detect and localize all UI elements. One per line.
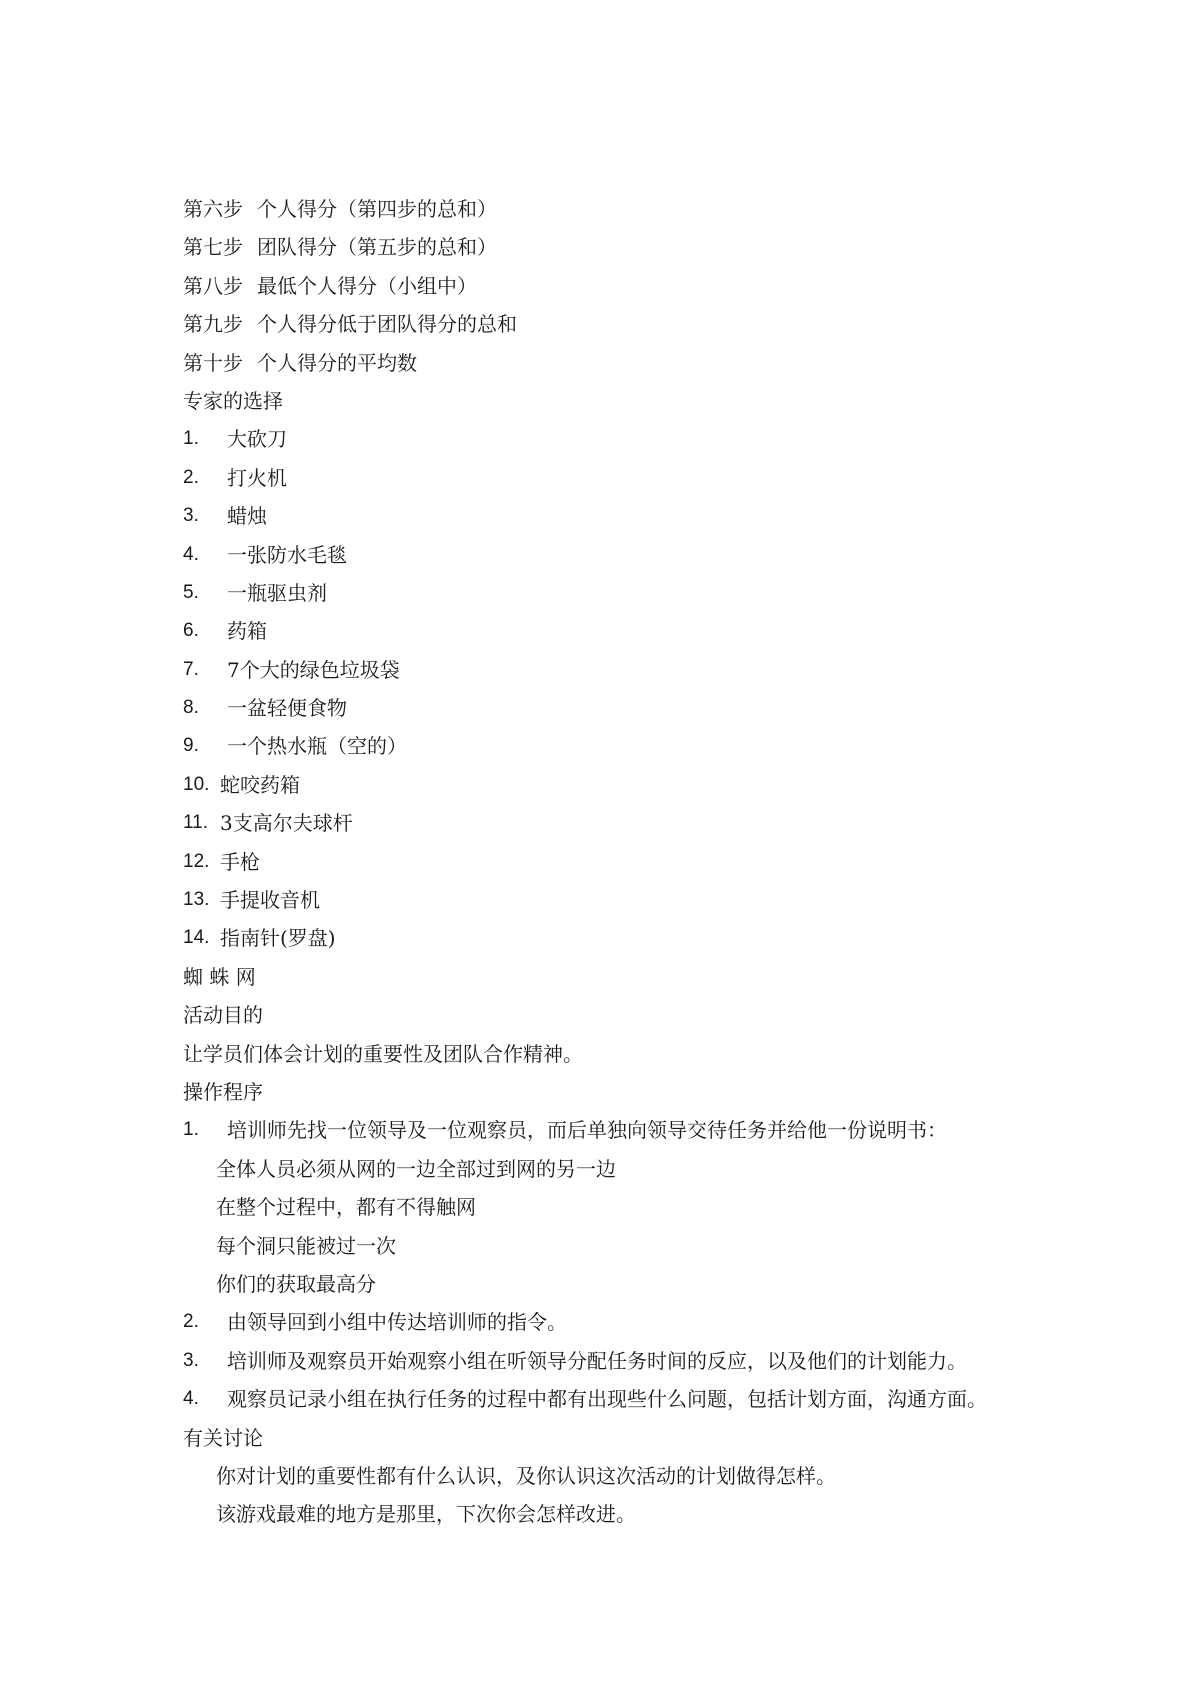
step-line (183, 228, 1083, 266)
purpose-heading: 活动目的 (183, 1003, 263, 1028)
expert-item (183, 420, 1083, 458)
procedure-step (183, 1380, 1083, 1418)
item-text: 打火机 (227, 465, 287, 490)
step-number: 2. (183, 1311, 199, 1333)
procedure-detail: 你们的获取最高分 (216, 1271, 376, 1296)
step-text: 培训师及观察员开始观察小组在听领导分配任务时间的反应，以及他们的计划能力。 (227, 1348, 967, 1373)
item-text: 蛇咬药箱 (220, 772, 300, 797)
item-number: 7. (183, 658, 199, 680)
step-label: 第六步 (183, 197, 243, 221)
step-line (183, 344, 1083, 382)
step-label: 第七步 (183, 235, 243, 260)
item-number: 4. (183, 543, 199, 565)
procedure-detail: 在整个过程中，都有不得触网 (216, 1195, 476, 1220)
expert-item (183, 651, 1083, 689)
expert-item (183, 881, 1083, 919)
item-text: 大砍刀 (227, 427, 287, 452)
item-text: 一个热水瓶（空的） (227, 734, 407, 759)
item-number: 3. (183, 505, 199, 527)
procedure-detail: 全体人员必须从网的一边全部过到网的另一边 (216, 1156, 616, 1181)
item-text: 指南针(罗盘) (220, 926, 336, 951)
item-text: 蜡烛 (227, 504, 267, 529)
step-number: 1. (183, 1119, 199, 1141)
discussion-question: 该游戏最难的地方是那里，下次你会怎样改进。 (216, 1502, 636, 1527)
expert-item (183, 766, 1083, 804)
expert-item (183, 574, 1083, 612)
item-number: 9. (183, 735, 199, 757)
item-text: 药箱 (227, 619, 267, 644)
item-text: 一张防水毛毯 (227, 542, 347, 567)
expert-item (183, 497, 1083, 535)
item-text: 一盆轻便食物 (227, 696, 347, 721)
discussion-heading: 有关讨论 (183, 1425, 263, 1450)
expert-item (183, 536, 1083, 574)
item-number: 8. (183, 697, 199, 719)
step-text: 个人得分低于团队得分的总和 (257, 312, 517, 337)
game-title: 蜘 蛛 网 (183, 964, 256, 989)
step-text: 个人得分（第四步的总和） (257, 197, 497, 221)
item-number: 5. (183, 581, 199, 603)
item-number: 6. (183, 620, 199, 642)
procedure-step (183, 1342, 1083, 1380)
document-body (183, 190, 1083, 1534)
discussion-question: 你对计划的重要性都有什么认识，及你认识这次活动的计划做得怎样。 (216, 1463, 836, 1488)
item-text: 手提收音机 (220, 888, 320, 913)
item-text: 7个大的绿色垃圾袋 (227, 657, 400, 682)
item-number: 10. (183, 773, 210, 795)
expert-item (183, 919, 1083, 957)
item-number: 14. (183, 927, 210, 949)
step-number: 3. (183, 1349, 199, 1371)
step-line (183, 305, 1083, 343)
step-label: 第九步 (183, 312, 243, 337)
procedure-step (183, 1111, 1083, 1149)
step-text: 观察员记录小组在执行任务的过程中都有出现些什么问题，包括计划方面，沟通方面。 (227, 1387, 987, 1412)
item-text: 一瓶驱虫剂 (227, 580, 327, 605)
expert-item (183, 843, 1083, 881)
step-number: 4. (183, 1388, 199, 1410)
expert-item (183, 612, 1083, 650)
expert-item (183, 459, 1083, 497)
step-label: 第十步 (183, 350, 243, 375)
expert-item (183, 804, 1083, 842)
step-label: 第八步 (183, 273, 243, 298)
item-number: 1. (183, 428, 199, 450)
item-number: 2. (183, 466, 199, 488)
purpose-text: 让学员们体会计划的重要性及团队合作精神。 (183, 1041, 583, 1066)
item-number: 11. (183, 812, 209, 834)
step-text: 培训师先找一位领导及一位观察员，而后单独向领导交待任务并给他一份说明书： (227, 1118, 947, 1143)
expert-item (183, 689, 1083, 727)
item-text: 3支高尔夫球杆 (220, 811, 353, 836)
expert-item (183, 727, 1083, 765)
step-line (183, 267, 1083, 305)
item-number: 12. (183, 850, 210, 872)
step-text: 由领导回到小组中传达培训师的指令。 (227, 1310, 567, 1335)
item-number: 13. (183, 889, 210, 911)
procedure-step (183, 1303, 1083, 1341)
step-text: 最低个人得分（小组中） (257, 273, 477, 298)
step-line (183, 190, 1083, 228)
step-text: 团队得分（第五步的总和） (257, 235, 497, 260)
procedure-detail: 每个洞只能被过一次 (216, 1233, 396, 1258)
expert-heading: 专家的选择 (183, 388, 283, 413)
step-text: 个人得分的平均数 (257, 350, 417, 375)
procedure-heading: 操作程序 (183, 1079, 263, 1104)
item-text: 手枪 (220, 849, 260, 874)
